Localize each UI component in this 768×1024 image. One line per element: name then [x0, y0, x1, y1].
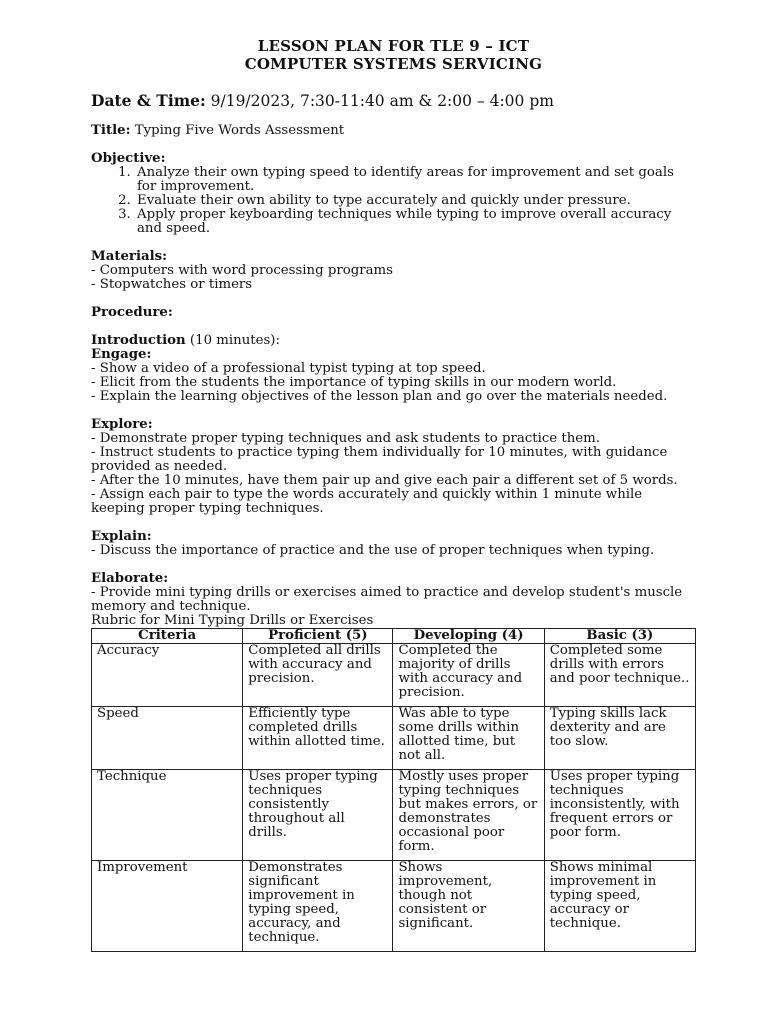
objective-heading: Objective:: [91, 151, 166, 166]
rubric-criteria-cell: Technique: [92, 770, 243, 861]
rubric-cell: Completed the majority of drills with accuracy and precision.: [393, 644, 544, 707]
materials-item: - Computers with word processing programs: [91, 263, 393, 278]
rubric-criteria-cell: Improvement: [92, 861, 243, 952]
rubric-header-cell: Criteria: [92, 629, 243, 644]
objective-item: 3. Apply proper keyboarding techniques while typing to improve overall accuracy and speed.: [135, 208, 696, 236]
explain-item: - Discuss the importance of practice and the use of proper techniques when typing.: [91, 543, 655, 558]
date-time-line: [91, 91, 696, 111]
rubric-cell: Uses proper typing techniques consistently throughout all drills.: [243, 770, 393, 861]
rubric-cell: Efficiently type completed drills within allotted time.: [243, 707, 393, 770]
explain-heading: Explain:: [91, 529, 152, 544]
engage-heading: Engage:: [91, 347, 152, 362]
explore-item: - Instruct students to practice typing them individually for 10 minutes, with guidance provided as needed.: [91, 445, 668, 474]
rubric-row: [92, 644, 696, 707]
rubric-cell: Demonstrates significant improvement in typing speed, accuracy, and technique.: [243, 861, 393, 952]
introduction-duration: (10 minutes):: [185, 333, 280, 348]
rubric-criteria-cell: Speed: [92, 707, 243, 770]
explore-heading: Explore:: [91, 417, 153, 432]
rubric-header-cell: Developing (4): [393, 629, 544, 644]
document-title-line-1: LESSON PLAN FOR TLE 9 – ICT: [257, 37, 530, 55]
rubric-row: [92, 707, 696, 770]
materials-heading: Materials:: [91, 249, 168, 264]
date-time-label: Date & Time:: [91, 91, 206, 110]
lesson-title-value: Typing Five Words Assessment: [130, 123, 345, 138]
rubric-header-cell: Basic (3): [544, 629, 695, 644]
explore-item: - After the 10 minutes, have them pair up and give each pair a different set of 5 words.: [91, 473, 678, 488]
rubric-cell: Uses proper typing techniques inconsistently, with frequent errors or poor form.: [544, 770, 695, 861]
objective-list: [91, 166, 696, 236]
engage-item: - Elicit from the students the importance of typing skills in our modern world.: [91, 375, 617, 390]
objective-item: 1. Analyze their own typing speed to identify areas for improvement and set goals for improvement.: [135, 166, 696, 194]
document-title: [91, 37, 696, 73]
materials-item: - Stopwatches or timers: [91, 277, 253, 292]
rubric-cell: Mostly uses proper typing techniques but makes errors, or demonstrates occasional poor form.: [393, 770, 544, 861]
procedure-heading: Procedure:: [91, 305, 173, 320]
elaborate-item: - Provide mini typing drills or exercises aimed to practice and develop student's muscle memory and technique.: [91, 585, 683, 614]
rubric-table: [91, 628, 696, 952]
explore-item: - Assign each pair to type the words accurately and quickly within 1 minute while keeping proper typing techniques.: [91, 487, 643, 516]
rubric-cell: Completed all drills with accuracy and precision.: [243, 644, 393, 707]
rubric-header-cell: Proficient (5): [243, 629, 393, 644]
rubric-row: [92, 861, 696, 952]
date-time-value: 9/19/2023, 7:30-11:40 am & 2:00 – 4:00 pm: [205, 92, 554, 110]
elaborate-heading: Elaborate:: [91, 571, 169, 586]
rubric-criteria-cell: Accuracy: [92, 644, 243, 707]
introduction-label: Introduction: [91, 333, 186, 348]
rubric-row: [92, 770, 696, 861]
introduction-line: [91, 334, 696, 348]
rubric-cell: Shows improvement, though not consistent or significant.: [393, 861, 544, 952]
engage-item: - Explain the learning objectives of the lesson plan and go over the materials needed.: [91, 389, 668, 404]
rubric-caption: Rubric for Mini Typing Drills or Exercises: [91, 613, 374, 628]
objective-item: 2. Evaluate their own ability to type accurately and quickly under pressure.: [135, 194, 696, 208]
rubric-cell: Completed some drills with errors and poor technique..: [544, 644, 695, 707]
document-title-line-2: COMPUTER SYSTEMS SERVICING: [244, 55, 543, 73]
lesson-plan-page: [91, 37, 696, 952]
lesson-title-line: [91, 124, 696, 138]
lesson-title-label: Title:: [91, 123, 131, 138]
rubric-cell: Was able to type some drills within allotted time, but not all.: [393, 707, 544, 770]
explore-item: - Demonstrate proper typing techniques and ask students to practice them.: [91, 431, 601, 446]
rubric-cell: Typing skills lack dexterity and are too slow.: [544, 707, 695, 770]
engage-item: - Show a video of a professional typist typing at top speed.: [91, 361, 486, 376]
rubric-cell: Shows minimal improvement in typing speed, accuracy or technique.: [544, 861, 695, 952]
rubric-header-row: [92, 629, 696, 644]
